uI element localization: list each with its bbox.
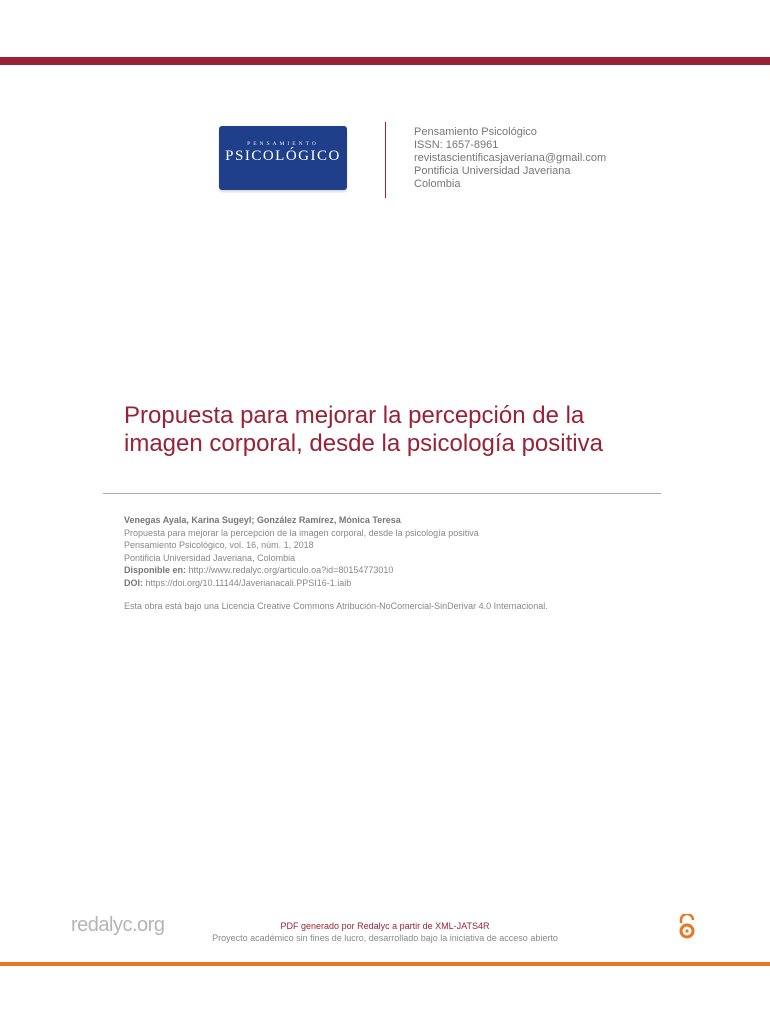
logo-top-text: PENSAMIENTO [247, 141, 319, 147]
header-divider [385, 122, 386, 198]
project-note: Proyecto académico sin fines de lucro, desarrollado bajo la iniciativa de acceso abierto [212, 933, 558, 943]
redalyc-logo[interactable]: redalyc.org [71, 914, 165, 936]
bottom-rule [0, 962, 770, 966]
doi-line [124, 577, 479, 590]
journal-info [414, 126, 606, 191]
available-link[interactable]: http://www.redalyc.org/articulo.oa?id=80154773010 [188, 565, 394, 575]
footer-text [150, 920, 620, 944]
journal-name: Pensamiento Psicológico [414, 126, 537, 138]
doi-link[interactable]: https://doi.org/10.11144/Javerianacali.PPSI16-1.iaib [145, 577, 352, 588]
article-institution: Pontificia Universidad Javeriana, Colombia [124, 552, 296, 563]
journal-issn: ISSN: 1657-8961 [414, 139, 499, 151]
doi-label: DOI: [124, 577, 143, 588]
title-divider [103, 493, 661, 494]
article-title: Propuesta para mejorar la percepción de la imagen corporal, desde la psicología positiva [124, 402, 603, 457]
license-text[interactable]: Esta obra está bajo una Licencia Creative Commons Atribución-NoComercial-SinDerivar 4.0 Internacional. [124, 601, 548, 611]
article-citation: Pensamiento Psicológico, vol. 16, núm. 1, 2018 [124, 540, 314, 550]
article-authors: Venegas Ayala, Karina Sugeyl; González Ramírez, Mónica Teresa [124, 515, 401, 525]
journal-publisher: Pontificia Universidad Javeriana [414, 165, 571, 177]
available-label: Disponible en: [124, 565, 187, 575]
logo-main-text: PSICOLÓGICO [225, 148, 341, 164]
journal-email[interactable]: revistascientificasjaveriana@gmail.com [414, 152, 607, 164]
open-access-icon[interactable] [676, 914, 698, 940]
article-metadata [124, 514, 479, 589]
journal-logo [219, 126, 347, 190]
generated-by: PDF generado por Redalyc a partir de XML-JATS4R [280, 921, 490, 931]
journal-country: Colombia [414, 178, 461, 190]
article-title-line: Propuesta para mejorar la percepción de la imagen corporal, desde la psicología positiva [124, 527, 479, 538]
top-rule [0, 57, 770, 65]
available-line [124, 564, 479, 577]
